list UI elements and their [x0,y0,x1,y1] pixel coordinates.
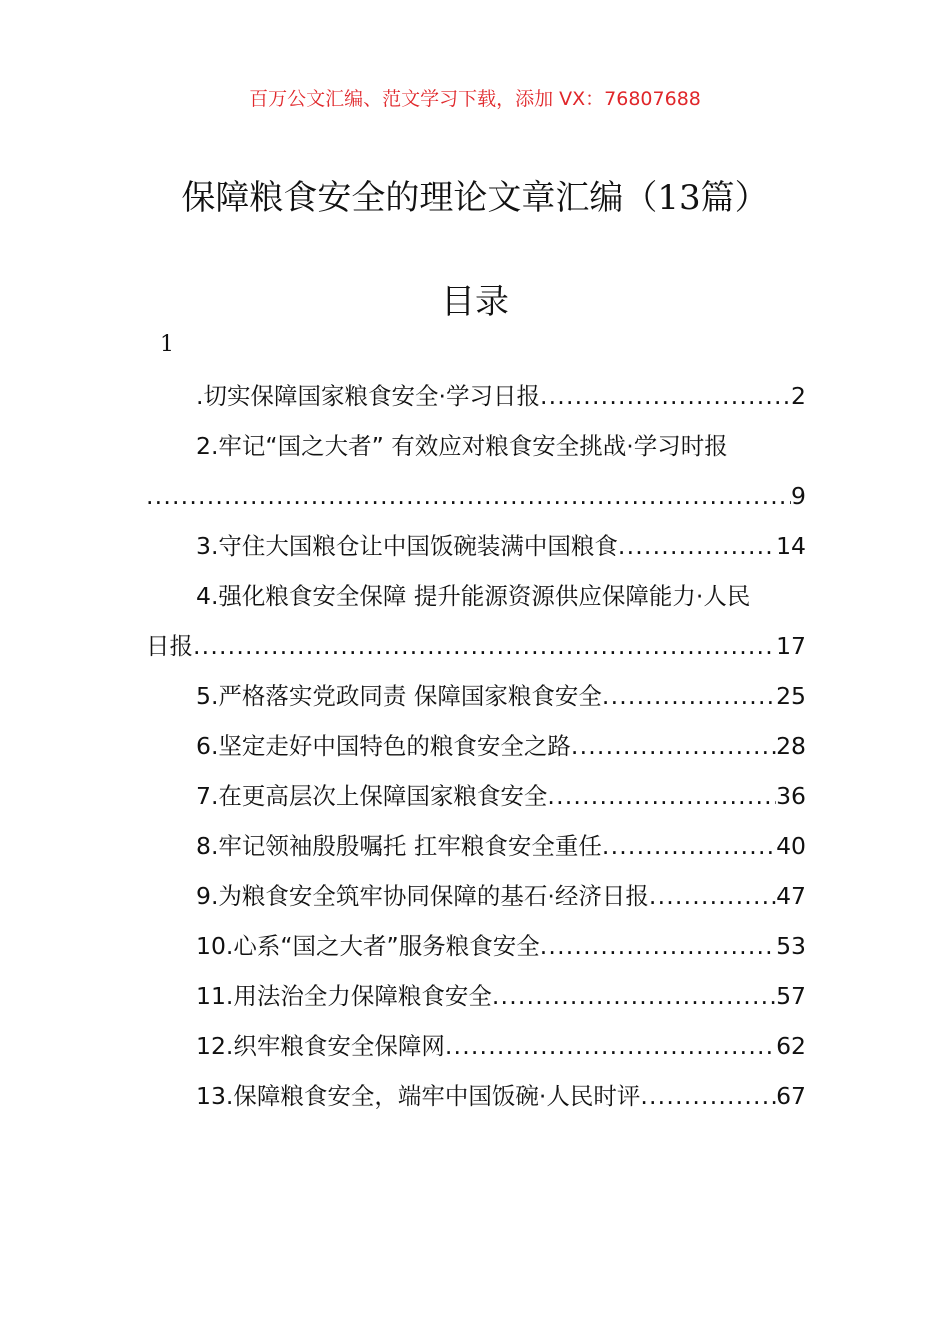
toc-entry-title-cont: 日报 [146,632,193,660]
toc-entry[interactable] [146,874,806,924]
toc-entry-page: 14 [776,532,806,560]
dot-leader [540,924,776,968]
table-of-contents [146,374,806,1124]
toc-entry-page: 25 [776,682,806,710]
toc-entry-page: 28 [776,732,806,760]
dot-leader [640,1074,776,1118]
title-suffix: 篇） [700,178,769,218]
toc-entry[interactable] [146,924,806,974]
toc-heading: 目录 [441,282,509,322]
toc-entry-page: 2 [791,382,806,410]
toc-entry[interactable] [146,674,806,724]
toc-entry[interactable] [146,824,806,874]
document-title [0,170,950,219]
toc-entry[interactable] [146,774,806,824]
dot-leader [146,474,791,518]
toc-entry[interactable] [146,524,806,574]
title-text: 保障粮食安全的理论文章汇编（ [181,178,658,218]
toc-entry-page: 53 [776,932,806,960]
dot-leader [540,374,791,418]
toc-entry[interactable] [146,974,806,1024]
dot-leader [492,974,776,1018]
dot-leader [445,1024,776,1068]
dot-leader [618,524,776,568]
toc-entry-page: 57 [776,982,806,1010]
stray-number: 1 [160,332,174,357]
toc-entry[interactable] [146,424,806,474]
toc-entry-title: 2.牢记“国之大者” 有效应对粮食安全挑战·学习时报 [196,432,728,460]
toc-entry[interactable] [146,574,806,624]
toc-entry-continuation[interactable] [146,624,806,674]
toc-entry-title: 13.保障粮食安全，端牢中国饭碗·人民时评 [196,1082,641,1110]
toc-entry-page: 40 [776,832,806,860]
toc-entry-title: .切实保障国家粮食安全·学习日报 [196,382,540,410]
toc-entry-title: 12.织牢粮食安全保障网 [196,1032,445,1060]
toc-entry-page: 9 [791,482,806,510]
dot-leader [193,624,776,668]
toc-entry-page: 36 [776,782,806,810]
toc-entry-page: 67 [776,1082,806,1110]
toc-entry-continuation[interactable] [146,474,806,524]
toc-entry-title: 6.坚定走好中国特色的粮食安全之路 [196,732,571,760]
toc-entry-title: 11.用法治全力保障粮食安全 [196,982,492,1010]
toc-entry[interactable] [146,1074,806,1124]
toc-entry[interactable] [146,1024,806,1074]
title-count: 13 [657,178,701,218]
toc-entry[interactable] [146,724,806,774]
watermark-banner: 百万公文汇编、范文学习下载，添加 VX：76807688 [249,88,701,110]
toc-entry-page: 47 [776,882,806,910]
dot-leader [602,674,776,718]
dot-leader [649,874,776,918]
toc-entry-title: 4.强化粮食安全保障 提升能源资源供应保障能力·人民 [196,582,751,610]
toc-entry-title: 5.严格落实党政同责 保障国家粮食安全 [196,682,602,710]
toc-entry-title: 7.在更高层次上保障国家粮食安全 [196,782,548,810]
toc-entry-title: 8.牢记领袖殷殷嘱托 扛牢粮食安全重任 [196,832,602,860]
dot-leader [571,724,776,768]
toc-entry-page: 62 [776,1032,806,1060]
toc-entry[interactable] [146,374,806,424]
toc-entry-title: 9.为粮食安全筑牢协同保障的基石·经济日报 [196,882,649,910]
toc-entry-page: 17 [776,632,806,660]
dot-leader [602,824,776,868]
toc-entry-title: 3.守住大国粮仓让中国饭碗装满中国粮食 [196,532,618,560]
dot-leader [547,774,776,818]
toc-entry-title: 10.心系“国之大者”服务粮食安全 [196,932,540,960]
